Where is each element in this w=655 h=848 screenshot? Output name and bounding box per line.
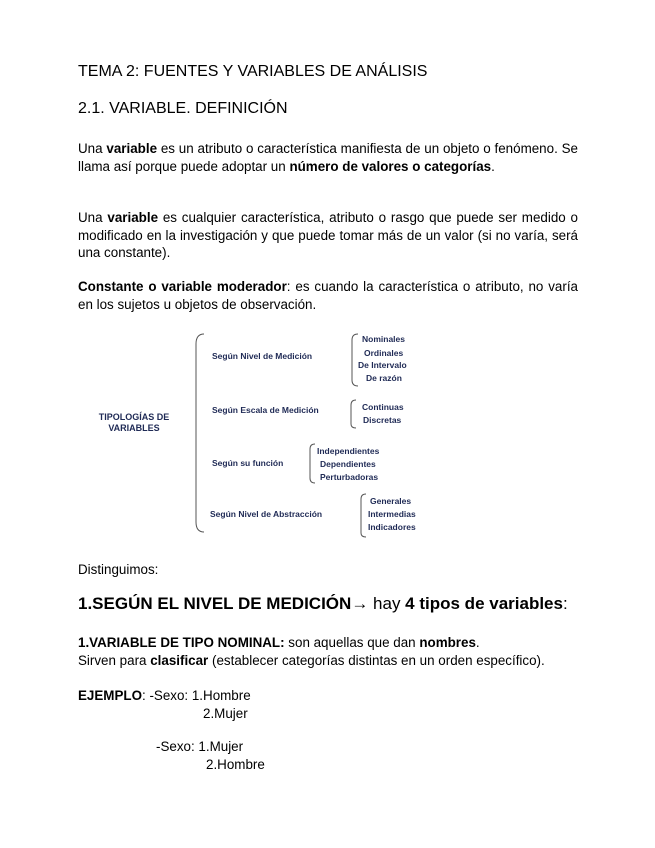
main-brace	[196, 334, 204, 532]
group-item: Generales	[370, 496, 412, 506]
group-item: Nominales	[362, 334, 405, 344]
paragraph-constant: Constante o variable moderador: es cuando la característica o atributo, no varía en los sujetos u objetos de observación.	[78, 279, 578, 312]
group-label: Según Nivel de Medición	[212, 351, 313, 361]
group-item: Perturbadoras	[320, 472, 379, 482]
nominal-definition: 1.VARIABLE DE TIPO NOMINAL: son aquellas que dan nombres. Sirven para clasificar (establecer categorías distintas en un orden específico).	[78, 635, 545, 668]
group-item: Intermedias	[368, 509, 416, 519]
typology-diagram	[90, 328, 450, 538]
group-item: Ordinales	[364, 348, 404, 358]
paragraph-definition-1: Una variable es un atributo o característica manifiesta de un objeto o fenómeno. Se llama así porque puede adoptar un número de valores o categorías.	[78, 141, 578, 174]
brace-funcion	[310, 444, 315, 483]
group-label: Según Nivel de Abstracción	[210, 509, 323, 519]
group-item: Indicadores	[368, 522, 416, 532]
page-title: TEMA 2: FUENTES Y VARIABLES DE ANÁLISIS	[78, 63, 428, 80]
paragraph-definition-2: Una variable es cualquier característica, atributo o rasgo que puede ser medido o modificado en la investigación y que puede tomar más de un valor (si no varía, será una constante).	[78, 210, 578, 260]
group-item: Discretas	[363, 415, 402, 425]
group-item: Dependientes	[320, 459, 376, 469]
group-item: De razón	[366, 373, 402, 383]
group-item: Continuas	[362, 402, 404, 412]
diagram-root-line2: VARIABLES	[108, 423, 160, 433]
distinguimos-text: Distinguimos:	[78, 562, 159, 577]
example-block: EJEMPLO: -Sexo: 1.Hombre 2.Mujer	[78, 688, 251, 721]
group-item: Independientes	[317, 446, 380, 456]
brace-abstraccion	[361, 494, 366, 537]
brace-escala	[351, 400, 356, 428]
group-item: De Intervalo	[358, 360, 407, 370]
example-block-2: -Sexo: 1.Mujer 2.Hombre	[156, 739, 265, 772]
section-heading: 2.1. VARIABLE. DEFINICIÓN	[78, 100, 288, 117]
group-label: Según Escala de Medición	[212, 405, 319, 415]
group-label: Según su función	[212, 458, 284, 468]
diagram-root-line1: TIPOLOGÍAS DE	[98, 412, 170, 422]
level-heading: 1.SEGÚN EL NIVEL DE MEDICIÓN→ hay 4 tipos de variables:	[78, 594, 568, 613]
